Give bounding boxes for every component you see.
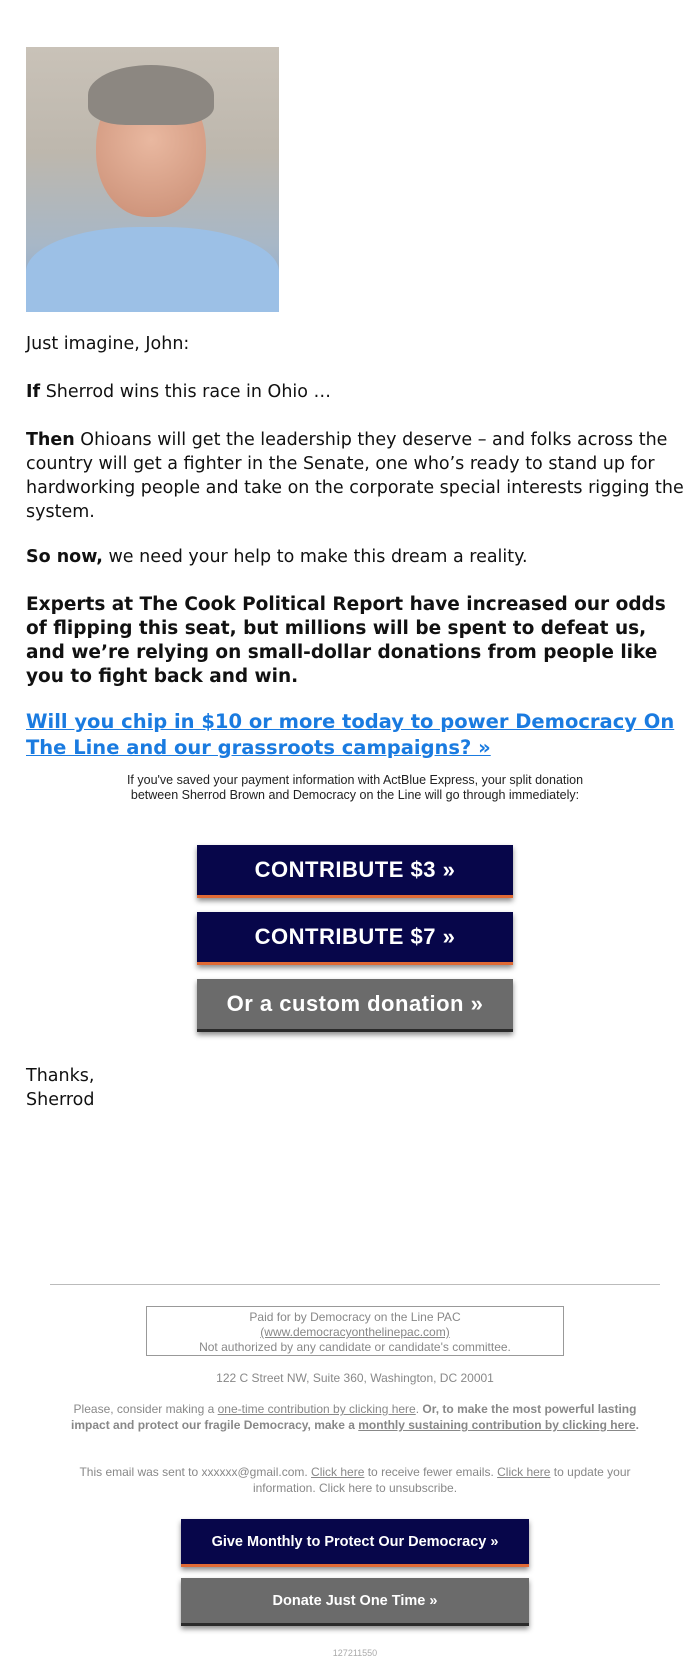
paragraph-if bbox=[26, 380, 686, 404]
one-time-link[interactable]: one-time contribution by clicking here bbox=[217, 1402, 416, 1416]
actblue-express-note: If you've saved your payment information with ActBlue Express, your split donation between Sherrod Brown and Democracy on the Line will go through immediately: bbox=[126, 773, 584, 802]
greeting bbox=[26, 332, 686, 356]
photo-shirt bbox=[26, 227, 279, 312]
fewer-text: to receive fewer emails. bbox=[364, 1465, 498, 1479]
contribute-3-button[interactable]: CONTRIBUTE $3 » bbox=[197, 845, 513, 898]
contribute-7-button[interactable]: CONTRIBUTE $7 » bbox=[197, 912, 513, 965]
paragraph-so-now bbox=[26, 545, 686, 569]
prompt-text: . bbox=[415, 1402, 423, 1416]
bold-lead: If bbox=[26, 382, 41, 402]
bold-lead: Then bbox=[26, 430, 75, 450]
disclaimer-box bbox=[146, 1306, 564, 1356]
candidate-photo bbox=[26, 47, 279, 312]
footer-divider bbox=[50, 1284, 660, 1285]
donate-one-time-button[interactable]: Donate Just One Time » bbox=[181, 1578, 529, 1626]
paragraph-text: Sherrod wins this race in Ohio … bbox=[40, 382, 332, 402]
email-info bbox=[60, 1464, 650, 1496]
email-code: 127211550 bbox=[332, 1648, 378, 1658]
prompt-bold-text: Or, to make the most powerful lasting impact and protect our fragile Democracy, make a bbox=[71, 1402, 637, 1432]
signoff-text: Thanks, bbox=[26, 1066, 95, 1086]
bold-lead: So now, bbox=[26, 547, 103, 567]
contribution-prompt bbox=[70, 1401, 640, 1433]
photo-hair bbox=[88, 65, 214, 125]
paragraph-text: Ohioans will get the leadership they deserve – and folks across the country will get a fighter in the Senate, one who’s ready to stand up for hardworking people and take on the corporate special interests rigging the system. bbox=[26, 430, 684, 522]
paragraph-then bbox=[26, 428, 686, 524]
cta-paragraph bbox=[26, 709, 686, 761]
prompt-bold-end: . bbox=[635, 1418, 639, 1432]
not-authorized-text: Not authorized by any candidate or candidate's committee. bbox=[199, 1340, 511, 1354]
update-text: to update your information. Click here to unsubscribe. bbox=[252, 1465, 631, 1495]
website-link[interactable]: (www.democracyonthelinepac.com) bbox=[260, 1325, 450, 1339]
signoff bbox=[26, 1064, 686, 1112]
address: 122 C Street NW, Suite 360, Washington, DC 20001 bbox=[216, 1371, 494, 1385]
paragraph-experts bbox=[26, 593, 686, 689]
give-monthly-button[interactable]: Give Monthly to Protect Our Democracy » bbox=[181, 1519, 529, 1567]
signature-text: Sherrod bbox=[26, 1090, 95, 1110]
paragraph-text: we need your help to make this dream a reality. bbox=[102, 547, 528, 567]
sent-to-text: This email was sent to xxxxxx@gmail.com. bbox=[79, 1465, 312, 1479]
chip-in-link[interactable]: Will you chip in $10 or more today to power Democracy On The Line and our grassroots campaigns? » bbox=[26, 710, 675, 759]
monthly-link[interactable]: monthly sustaining contribution by clicking here bbox=[358, 1418, 636, 1432]
greeting-text: Just imagine, John: bbox=[26, 334, 190, 354]
paragraph-text: Experts at The Cook Political Report have increased our odds of flipping this seat, but millions will be spent to defeat us, and we’re relying on small-dollar donations from people like you to fight back and win. bbox=[26, 594, 666, 687]
prompt-text: Please, consider making a bbox=[73, 1402, 218, 1416]
update-info-link[interactable]: Click here bbox=[497, 1465, 551, 1479]
paid-for-text: Paid for by Democracy on the Line PAC bbox=[249, 1310, 461, 1324]
custom-donation-button[interactable]: Or a custom donation » bbox=[197, 979, 513, 1032]
fewer-emails-link[interactable]: Click here bbox=[311, 1465, 365, 1479]
